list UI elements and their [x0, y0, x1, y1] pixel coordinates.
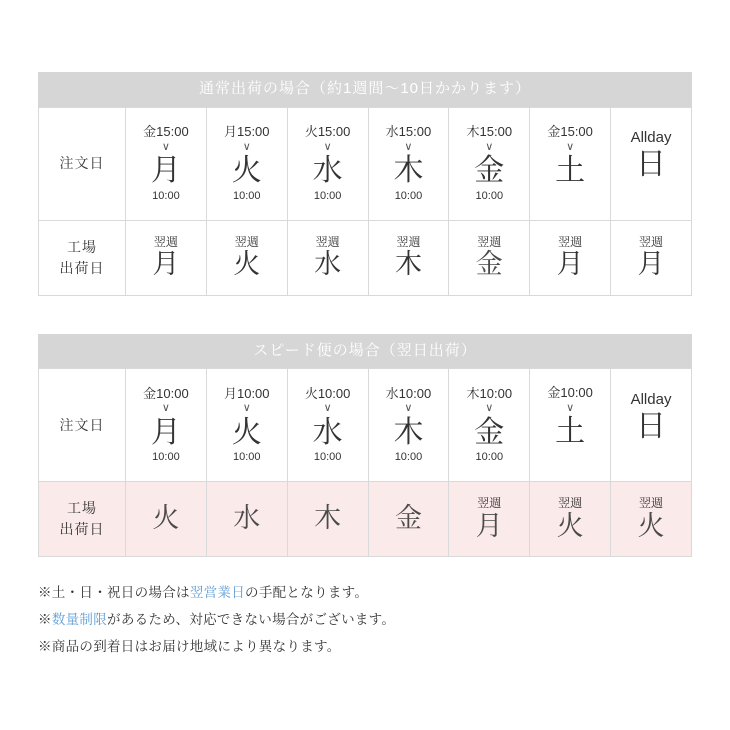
note-item	[38, 579, 692, 606]
chevron-down-icon: ∨	[323, 402, 332, 415]
ship-cell	[206, 482, 287, 557]
receive-time: 10:00	[152, 189, 180, 202]
chevron-down-icon: ∨	[566, 140, 575, 153]
ship-prefix: 翌週	[396, 234, 421, 249]
spacer	[530, 450, 610, 465]
ship-cell	[206, 220, 287, 295]
order-day: 火	[231, 154, 262, 187]
block-title-normal: 通常出荷の場合（約1週間〜10日かかります）	[38, 72, 692, 107]
row-label-ship-line2: 出荷日	[59, 259, 105, 276]
ship-day: 月	[637, 249, 665, 280]
chevron-down-icon: ∨	[485, 402, 494, 415]
receive-time: 10:00	[233, 189, 261, 202]
ship-day: 火	[556, 510, 584, 541]
ship-day: 金	[475, 249, 503, 280]
cutoff-time: 金10:00	[143, 385, 189, 401]
ship-cell	[126, 220, 207, 295]
order-day: 水	[312, 154, 343, 187]
spacer	[530, 188, 610, 203]
ship-day: 火	[152, 502, 180, 533]
ship-cell	[611, 482, 692, 557]
receive-time: 10:00	[313, 189, 342, 202]
order-cell	[611, 369, 692, 482]
note-link[interactable]: 翌営業日	[189, 585, 246, 600]
order-cell	[530, 107, 611, 220]
chevron-down-icon: ∨	[161, 402, 170, 415]
cutoff-time: 水15:00	[385, 124, 432, 140]
ship-prefix: 翌週	[558, 496, 583, 511]
order-cell	[368, 369, 449, 482]
order-cell	[449, 107, 530, 220]
ship-day: 火	[637, 510, 665, 541]
ship-day: 木	[314, 502, 342, 533]
order-day: 木	[393, 415, 424, 449]
cutoff-time: 月15:00	[223, 124, 270, 140]
ship-cell	[449, 220, 530, 295]
allday-label: Allday	[630, 129, 672, 147]
allday-label: Allday	[630, 390, 672, 408]
cutoff-time: 金15:00	[547, 123, 593, 139]
order-day: 水	[312, 415, 343, 449]
row-label-order: 注文日	[39, 107, 126, 220]
table-row-ship	[39, 482, 692, 557]
row-label-ship-line1: 工場	[67, 500, 97, 516]
note-link[interactable]: 数量制限	[51, 612, 108, 627]
order-cell	[126, 369, 207, 482]
ship-prefix: 翌週	[315, 234, 340, 249]
ship-day: 月	[475, 510, 503, 541]
ship-prefix: 翌週	[234, 234, 259, 249]
order-day: 火	[231, 415, 262, 449]
order-day: 月	[150, 154, 181, 187]
block-title-speed: スピード便の場合（翌日出荷）	[38, 334, 692, 369]
chevron-down-icon: ∨	[404, 402, 413, 415]
order-cell	[530, 369, 611, 482]
order-cell	[126, 107, 207, 220]
order-cell	[449, 369, 530, 482]
receive-time: 10:00	[394, 189, 423, 202]
ship-cell	[368, 482, 449, 557]
ship-prefix: 翌週	[477, 234, 502, 249]
ship-prefix: 翌週	[153, 234, 178, 249]
order-cell	[368, 107, 449, 220]
ship-cell	[530, 482, 611, 557]
order-cell	[287, 107, 368, 220]
chevron-down-icon: ∨	[161, 140, 170, 153]
receive-time: 10:00	[313, 451, 342, 463]
ship-cell	[611, 220, 692, 295]
receive-time: 10:00	[233, 451, 261, 463]
ship-prefix: 翌週	[558, 234, 583, 249]
ship-day: 水	[314, 249, 342, 280]
schedule-table-normal	[38, 107, 692, 296]
row-label-ship-line1: 工場	[67, 238, 97, 255]
note-prefix: ※商品の到着日はお届け地域により異なります。	[38, 639, 341, 654]
note-suffix: の手配となります。	[245, 585, 369, 600]
ship-day: 木	[394, 249, 422, 280]
cutoff-time: 木15:00	[466, 124, 513, 140]
cutoff-time: 金10:00	[547, 385, 593, 401]
order-day: 金	[474, 415, 505, 449]
spacer	[611, 183, 691, 198]
note-prefix: ※	[38, 612, 52, 627]
chevron-down-icon: ∨	[485, 140, 494, 153]
note-prefix: ※土・日・祝日の場合は	[38, 585, 190, 600]
order-cell	[206, 369, 287, 482]
cutoff-time: 木10:00	[466, 385, 513, 401]
ship-cell	[368, 220, 449, 295]
receive-time: 10:00	[475, 451, 504, 463]
cutoff-time: 水10:00	[385, 385, 432, 401]
ship-cell	[449, 482, 530, 557]
ship-day: 火	[233, 249, 261, 280]
row-label-ship	[39, 482, 126, 557]
order-day: 金	[474, 154, 505, 187]
order-cell	[206, 107, 287, 220]
row-label-ship	[39, 220, 126, 295]
receive-time: 10:00	[475, 189, 504, 202]
chevron-down-icon: ∨	[242, 402, 251, 415]
ship-day: 月	[152, 249, 180, 280]
receive-time: 10:00	[152, 451, 180, 463]
order-day: 木	[393, 154, 424, 187]
spacer	[611, 444, 691, 459]
schedule-block-speed	[38, 334, 692, 558]
schedule-table-speed	[38, 368, 692, 557]
chevron-down-icon: ∨	[323, 140, 332, 153]
cutoff-time: 月10:00	[223, 385, 270, 401]
ship-day: 月	[556, 249, 584, 280]
ship-day: 水	[233, 502, 261, 533]
receive-time: 10:00	[394, 451, 423, 463]
ship-prefix: 翌週	[639, 496, 664, 511]
row-label-order: 注文日	[39, 369, 126, 482]
note-suffix: があるため、対応できない場合がございます。	[107, 612, 396, 627]
order-cell	[287, 369, 368, 482]
table-row-order	[39, 107, 692, 220]
notes-list	[38, 579, 692, 660]
ship-day: 金	[394, 502, 422, 533]
ship-cell	[287, 482, 368, 557]
row-label-ship-line2: 出荷日	[59, 521, 105, 537]
order-day: 日	[636, 409, 667, 443]
order-day: 日	[636, 148, 667, 182]
chevron-down-icon: ∨	[404, 140, 413, 153]
cutoff-time: 火15:00	[304, 124, 351, 140]
order-cell	[611, 107, 692, 220]
note-item	[38, 606, 692, 633]
cutoff-time: 火10:00	[304, 385, 351, 401]
table-row-order	[39, 369, 692, 482]
ship-prefix: 翌週	[477, 496, 502, 511]
chevron-down-icon: ∨	[566, 402, 575, 414]
ship-cell	[287, 220, 368, 295]
note-item	[38, 633, 692, 660]
order-day: 土	[555, 415, 586, 449]
ship-cell	[126, 482, 207, 557]
table-row-ship	[39, 220, 692, 295]
ship-prefix: 翌週	[639, 234, 664, 249]
order-day: 土	[555, 153, 586, 187]
order-day: 月	[150, 415, 181, 449]
chevron-down-icon: ∨	[242, 140, 251, 153]
cutoff-time: 金15:00	[143, 124, 189, 140]
schedule-block-normal	[38, 72, 692, 296]
ship-cell	[530, 220, 611, 295]
